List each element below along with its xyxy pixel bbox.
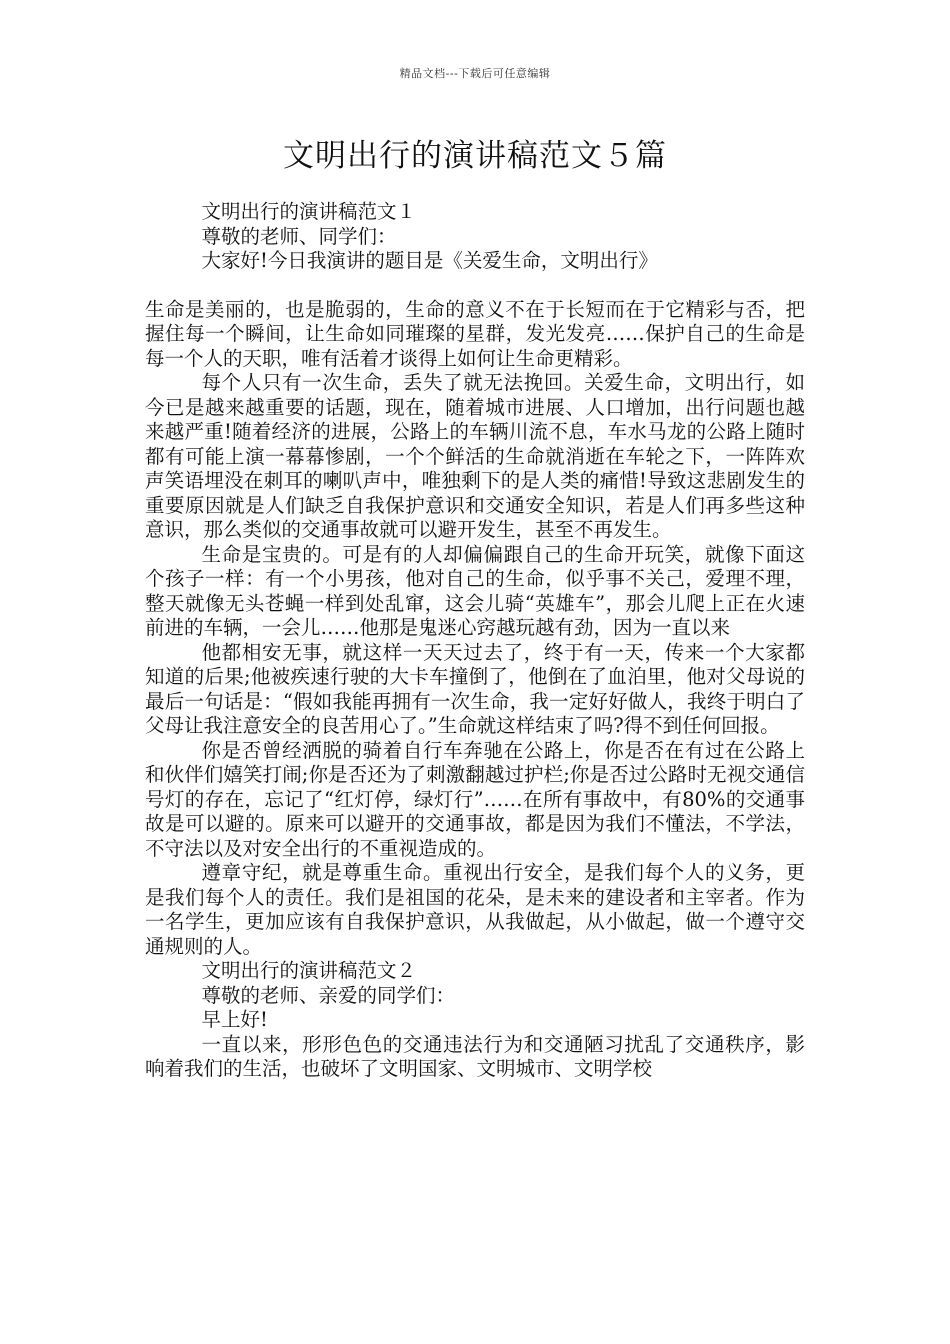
section-2-intro: 早上好! xyxy=(201,1008,268,1031)
section-2-heading: 文明出行的演讲稿范文２ xyxy=(201,959,417,982)
paragraph-4: 他都相安无事，就这样一天天过去了，终于有一天，传来一个大家都知道的后果;他被疾速行驶的大卡车撞倒了，他倒在了血泊里，他对父母说的最后一句话是：“假如我能再拥有一次生命，我一定好好做人，我终于明白了父母让我注意安全的良苦用心了。”生命就这样结束了吗?得不到任何回报。 xyxy=(145,640,805,737)
paragraph-7: 一直以来，形形色色的交通违法行为和交通陋习扰乱了交通秩序，影响着我们的生活，也破坏了文明国家、文明城市、文明学校 xyxy=(145,1032,805,1080)
section-1-intro: 大家好!今日我演讲的题目是《关爱生命，文明出行》 xyxy=(201,249,658,272)
page-header-note: 精品文档---下载后可任意编辑 xyxy=(399,67,551,80)
paragraph-1: 生命是美丽的，也是脆弱的，生命的意义不在于长短而在于它精彩与否，把握住每一个瞬间，让生命如同璀璨的星群，发光发亮……保护自己的生命是每一个人的天职，唯有活着才谈得上如何让生命更精彩。 xyxy=(145,297,805,370)
section-1-greeting: 尊敬的老师、同学们： xyxy=(201,224,397,248)
section-2-greeting: 尊敬的老师、亲爱的同学们： xyxy=(201,983,456,1007)
paragraph-5: 你是否曾经洒脱的骑着自行车奔驰在公路上，你是否在有过在公路上和伙伴们嬉笑打闹;你是否还为了刺激翻越过护栏;你是否过公路时无视交通信号灯的存在，忘记了“红灯停，绿灯行”……在所有事故中，有80%的交通事故是可以避的。原来可以避开的交通事故，都是因为我们不懂法，不学法，不守法以及对安全出行的不重视造成的。 xyxy=(145,738,805,860)
section-1-heading: 文明出行的演讲稿范文１ xyxy=(201,200,417,223)
document-body xyxy=(145,200,805,1082)
paragraph-6: 遵章守纪，就是尊重生命。重视出行安全，是我们每个人的义务，更是我们每个人的责任。我们是祖国的花朵，是未来的建设者和主宰者。作为一名学生，更加应该有自我保护意识，从我做起，从小做起，做一个遵守交通规则的人。 xyxy=(145,861,805,958)
paragraph-2: 每个人只有一次生命，丢失了就无法挽回。关爱生命，文明出行，如今已是越来越重要的话题，现在，随着城市进展、人口增加，出行问题也越来越严重!随着经济的进展，公路上的车辆川流不息，车水马龙的公路上随时都有可能上演一幕幕惨剧，一个个鲜活的生命就消逝在车轮之下，一阵阵欢声笑语埋没在刺耳的喇叭声中，唯独剩下的是人类的痛惜!导致这悲剧发生的重要原因就是人们缺乏自我保护意识和交通安全知识，若是人们再多些这种意识，那么类似的交通事故就可以避开发生，甚至不再发生。 xyxy=(145,371,805,541)
document-title: 文明出行的演讲稿范文５篇 xyxy=(283,138,667,174)
paragraph-3: 生命是宝贵的。可是有的人却偏偏跟自己的生命开玩笑，就像下面这个孩子一样：有一个小男孩，他对自己的生命，似乎事不关己，爱理不理，整天就像无头苍蝇一样到处乱窜，这会儿骑“英雄车”，那会儿爬上正在火速前进的车辆，一会儿……他那是鬼迷心窍越玩越有劲，因为一直以来 xyxy=(145,542,805,639)
blank-line xyxy=(145,274,805,298)
